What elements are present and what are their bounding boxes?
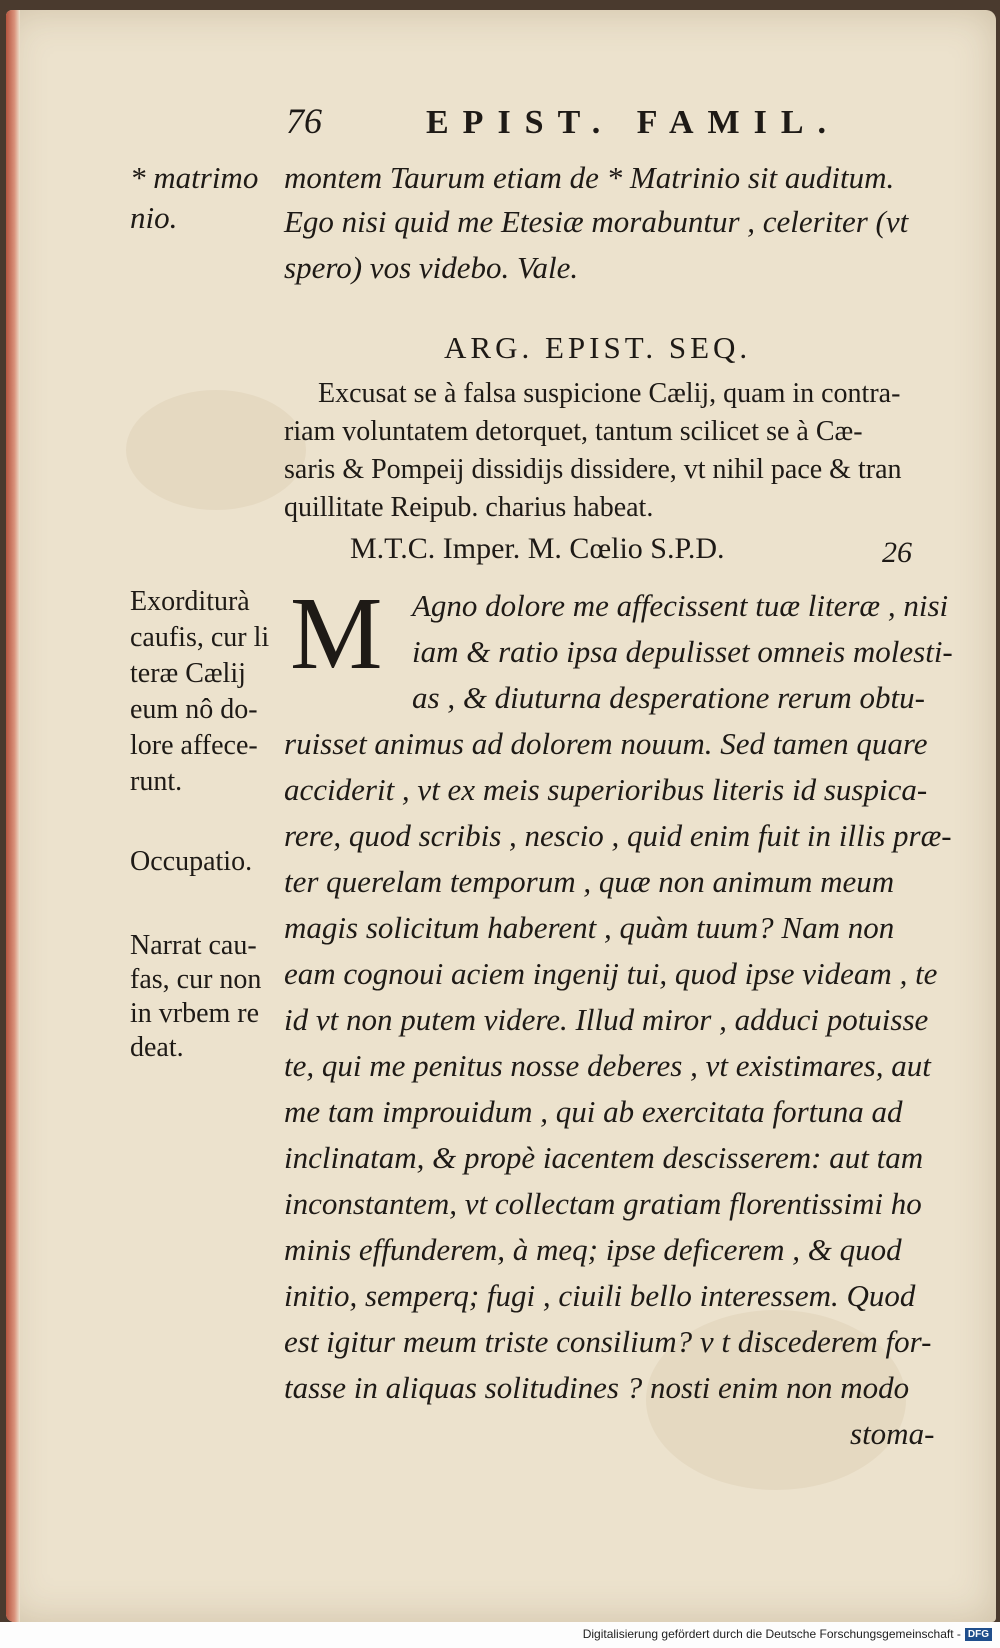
margin-note-exordium: lore affece- [130,730,258,761]
credit-text: Digitalisierung gefördert durch die Deutsche Forschungsgemeinschaft - [582,1627,961,1641]
dfg-logo: DFG [965,1628,992,1641]
margin-note-matrimonio-2: nio. [130,200,178,235]
letter-line: initio, semperq; fugi , ciuili bello interessem. Quod [284,1278,916,1313]
letter-line: acciderit , vt ex meis superioribus literis id suspica- [284,772,928,807]
margin-note-exordium: runt. [130,766,183,797]
margin-note-exordium: caufis, cur li [130,622,270,653]
letter-salutation: M.T.C. Imper. M. Cœlio S.P.D. [350,532,725,565]
argument-line: saris & Pompeij dissidijs dissidere, vt nihil pace & tran [284,454,902,485]
margin-note-occupatio: Occupatio. [130,846,253,877]
argument-line: Excusat se à falsa suspicione Cælij, quam in contra- [318,378,901,409]
margin-note-exordium: teræ Cælij [130,658,246,689]
margin-note-exordium: Exorditurà [130,586,250,617]
page-number: 76 [286,101,322,141]
margin-note-narrat: in vrbem re [130,998,260,1029]
text-line: montem Taurum etiam de * Matrinio sit auditum. [284,160,895,195]
letter-line: inclinatam, & propè iacentem descisserem: aut tam [284,1140,924,1175]
letter-line: ter querelam temporum , quæ non animum meum [284,864,895,899]
margin-note-matrimonio-1: * matrimo [130,160,259,195]
letter-line: magis solicitum haberent , quàm tuum? Nam non [284,910,895,945]
margin-note-exordium: eum nô do- [130,694,258,725]
letter-line: minis effunderem, à meq; ipse deficerem , & quod [284,1232,902,1267]
page-edge [6,10,20,1622]
argument-line: riam voluntatem detorquet, tantum scilicet se à Cæ- [284,416,863,447]
argument-title: ARG. EPIST. SEQ. [444,330,752,365]
catchword: stoma- [850,1416,935,1451]
letter-line: ruisset animus ad dolorem nouum. Sed tamen quare [284,726,928,761]
letter-line: me tam improuidum , qui ab exercitata fortuna ad [284,1094,903,1129]
margin-note-narrat: Narrat cau- [130,930,257,961]
letter-line: tasse in aliquas solitudines ? nosti enim non modo [284,1370,910,1405]
letter-number: 26 [882,536,912,569]
letter-line: eam cognoui aciem ingenij tui, quod ipse videam , te [284,956,938,991]
text-line: Ego nisi quid me Etesiæ morabuntur , celeriter (vt [284,204,909,239]
text-line: spero) vos videbo. Vale. [284,250,579,285]
letter-line: Agno dolore me affecissent tuæ literæ , nisi [412,588,949,623]
letter-line: iam & ratio ipsa depulisset omneis molesti- [412,634,953,669]
paper-stain [126,390,306,510]
margin-note-narrat: deat. [130,1032,184,1063]
letter-line: id vt non putem videre. Illud miror , adduci potuisse [284,1002,929,1037]
letter-line: te, qui me penitus nosse deberes , vt existimares, aut [284,1048,931,1083]
letter-line: inconstantem, vt collectam gratiam florentissimi ho [284,1186,922,1221]
drop-cap: M [290,576,383,691]
letter-line: est igitur meum triste consilium? v t discederem for- [284,1324,932,1359]
digitization-credit [583,1627,992,1641]
argument-line: quillitate Reipub. charius habeat. [284,492,654,523]
margin-note-narrat: fas, cur non [130,964,262,995]
letter-line: rere, quod scribis , nescio , quid enim fuit in illis præ- [284,818,952,853]
running-title: EPIST. FAMIL. [426,104,841,141]
letter-line: as , & diuturna desperatione rerum obtu- [412,680,925,715]
